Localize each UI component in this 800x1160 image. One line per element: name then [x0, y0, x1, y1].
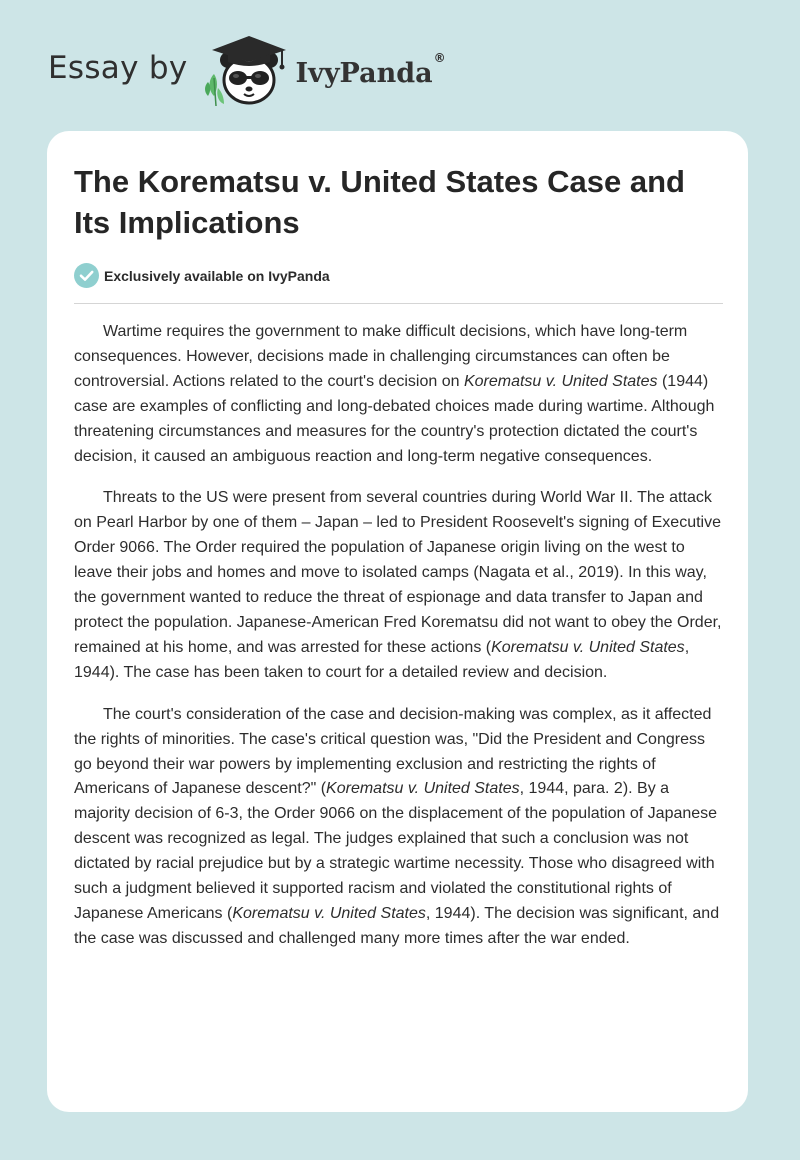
check-circle-icon — [74, 263, 99, 288]
paragraph — [74, 320, 724, 469]
paragraph-text: , 1944). The decision was significant, and the case was discussed and challenged many more times after the war ended. — [74, 904, 720, 947]
paragraph-text: Threats to the US were present from several countries during World War II. The attack on Pearl Harbor by one of them – Japan – led to President Roosevelt's signing of Executive Order 9066. The Order required the population of Japanese origin living on the west to leave their jobs and homes and move to isolated camps (Nagata et al., 2019). In this way, the government wanted to reduce the threat of espionage and data transfer to Japan and protect the population. Japanese-American Fred Korematsu did not want to obey the Order, remained at his home, and was arrested for these actions ( — [74, 489, 722, 656]
essay-body — [74, 320, 724, 969]
paragraph-text: The court's consideration of the case and decision-making was complex, as it affected the rights of minorities. The case's critical question was, "Did the President and Congress go beyond their war powers by implementing exclusion and restricting the rights of Americans of Japanese descent?" ( — [74, 705, 712, 798]
paragraph — [74, 703, 724, 952]
case-citation: Korematsu v. United States — [463, 372, 658, 390]
paragraph-text: , 1944, para. 2). By a majority decision of 6-3, the Order 9066 on the displacement of the population of Japanese descent was recognized as legal. The judges explained that such a conclusion was not dictated by racial prejudice but by a strategic wartime necessity. Those who disagreed with such a judgment believed it supported racism and violated the constitutional rights of Japanese Americans ( — [74, 780, 718, 922]
case-citation: Korematsu v. United States — [326, 780, 520, 798]
brand-name: IvyPanda — [295, 57, 433, 89]
essay-title: The Korematsu v. United States Case and Its Implications — [74, 164, 685, 240]
paragraph — [74, 486, 724, 685]
paragraph-text: (1944) case are examples of conflicting and long-debated choices made during wartime. Although threatening circumstances and measures for the country's protection dictated the court's decision, it caused an ambiguous reaction and long-term negative consequences. — [74, 372, 715, 465]
panda-logo-icon — [202, 30, 294, 110]
registered-mark: ® — [433, 51, 446, 65]
paragraph-text: , 1944). The case has been taken to court for a detailed review and decision. — [74, 638, 690, 681]
essay-card — [47, 131, 748, 1112]
case-citation: Korematsu v. United States — [491, 638, 685, 656]
site-brand[interactable] — [48, 30, 446, 110]
brand-prefix: Essay by — [48, 50, 188, 86]
case-citation: Korematsu v. United States — [232, 904, 426, 922]
paragraph-text: Wartime requires the government to make difficult decisions, which have long-term consequences. However, decisions made in challenging circumstances can often be controversial. Actions related to the court's decision on — [74, 323, 688, 390]
divider — [74, 303, 723, 304]
exclusive-badge — [74, 263, 330, 288]
exclusive-label: Exclusively available on IvyPanda — [104, 267, 330, 284]
